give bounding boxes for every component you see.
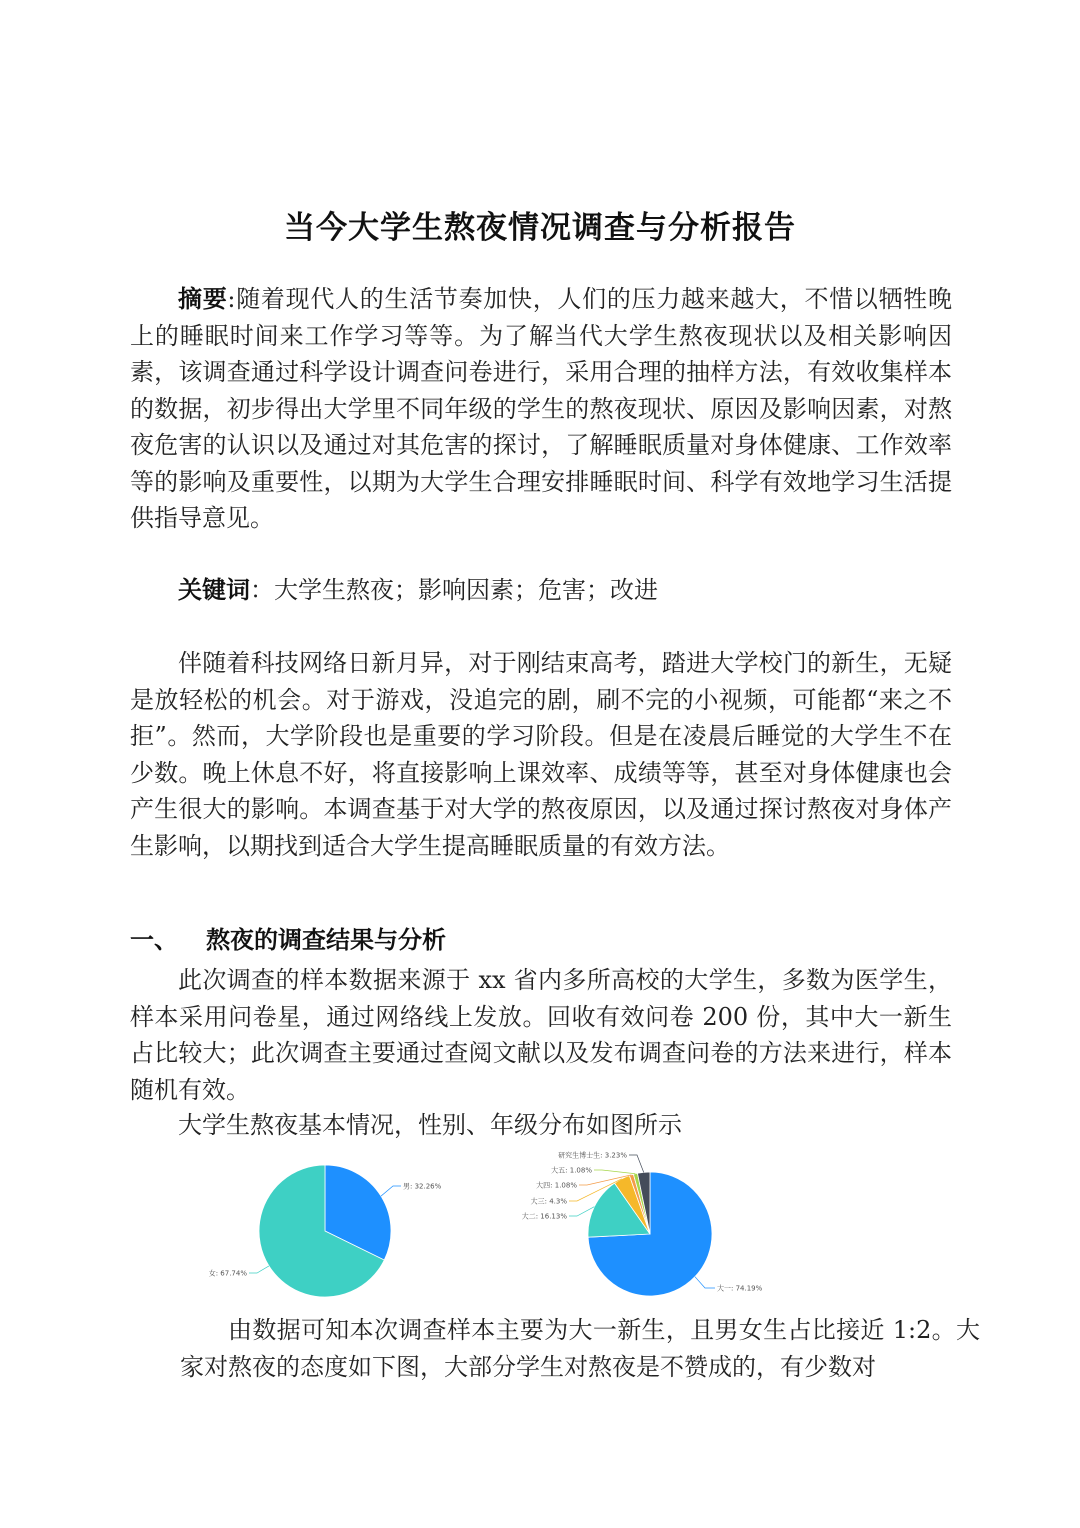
grade-pie-svg <box>505 1145 805 1305</box>
abstract-text: :随着现代人的生活节奏加快，人们的压力越来越大，不惜以牺牲晚上的睡眠时间来工作学习等等。为了解当代大学生熬夜现状以及相关影响因素，该调查通过科学设计调查问卷进行，采用合理的抽样方法，有效收集样本的数据，初步得出大学里不同年级的学生的熬夜现状、原因及影响因素，对熬夜危害的认识以及通过对其危害的探讨，了解睡眠质量对身体健康、工作效率等的影响及重要性，以期为大学生合理安排睡眠时间、科学有效地学习生活提供指导意见。 <box>130 285 952 532</box>
pie-label-0: 男: 32.26% <box>403 1182 442 1191</box>
abstract-paragraph <box>130 281 952 537</box>
pie-label-0: 大一: 74.19% <box>717 1284 763 1293</box>
keywords-label: 关键词 <box>178 575 250 604</box>
pie-label-3: 大四: 1.08% <box>536 1181 577 1190</box>
figure-caption: 大学生熬夜基本情况，性别、年级分布如图所示 <box>178 1111 682 1139</box>
gender-pie-svg <box>195 1150 475 1300</box>
pie-leader-line-5 <box>629 1155 644 1172</box>
pie-leader-line-0 <box>381 1186 401 1196</box>
pie-label-5: 研究生博士生: 3.23% <box>558 1151 627 1160</box>
section-number: 一、 <box>130 925 178 954</box>
pie-label-4: 大五: 1.08% <box>551 1166 592 1175</box>
pie-leader-line-1 <box>569 1207 594 1216</box>
report-title: 当今大学生熬夜情况调查与分析报告 <box>284 210 796 246</box>
pie-label-1: 女: 67.74% <box>208 1269 247 1278</box>
gender-pie-chart <box>195 1150 475 1300</box>
abstract-label: 摘要 <box>178 284 228 313</box>
section-title: 熬夜的调查结果与分析 <box>206 925 446 954</box>
keywords-paragraph <box>130 572 952 609</box>
pie-leader-line-1 <box>249 1266 269 1273</box>
intro-paragraph: 伴随着科技网络日新月异，对于刚结束高考，踏进大学校门的新生，无疑是放轻松的机会。对于游戏，没追完的剧，刷不完的小视频，可能都“来之不拒”。然而，大学阶段也是重要的学习阶段。但是在凌晨后睡觉的大学生不在少数。晚上休息不好，将直接影响上课效率、成绩等等，甚至对身体健康也会产生很大的影响。本调查基于对大学的熬夜原因，以及通过探讨熬夜对身体产生影响，以期找到适合大学生提高睡眠质量的有效方法。 <box>130 649 952 860</box>
section-heading <box>130 920 446 955</box>
conclusion-paragraph: 由数据可知本次调查样本主要为大一新生，且男女生占比接近 1:2。大家对熬夜的态度如下图，大部分学生对熬夜是不赞成的，有少数对 <box>180 1316 980 1381</box>
survey-paragraph: 此次调查的样本数据来源于 xx 省内多所高校的大学生，多数为医学生，样本采用问卷星，通过网络线上发放。回收有效问卷 200 份，其中大一新生占比较大；此次调查主要通过查阅文献以及发布调查问卷的方法来进行，样本随机有效。 <box>130 966 952 1104</box>
pie-label-2: 大三: 4.3% <box>530 1197 567 1206</box>
keywords-text: ：大学生熬夜；影响因素；危害；改进 <box>250 576 658 604</box>
pie-leader-line-4 <box>594 1170 635 1174</box>
pie-label-1: 大二: 16.13% <box>521 1212 567 1221</box>
grade-pie-chart <box>505 1145 805 1305</box>
pie-leader-line-0 <box>695 1277 715 1288</box>
